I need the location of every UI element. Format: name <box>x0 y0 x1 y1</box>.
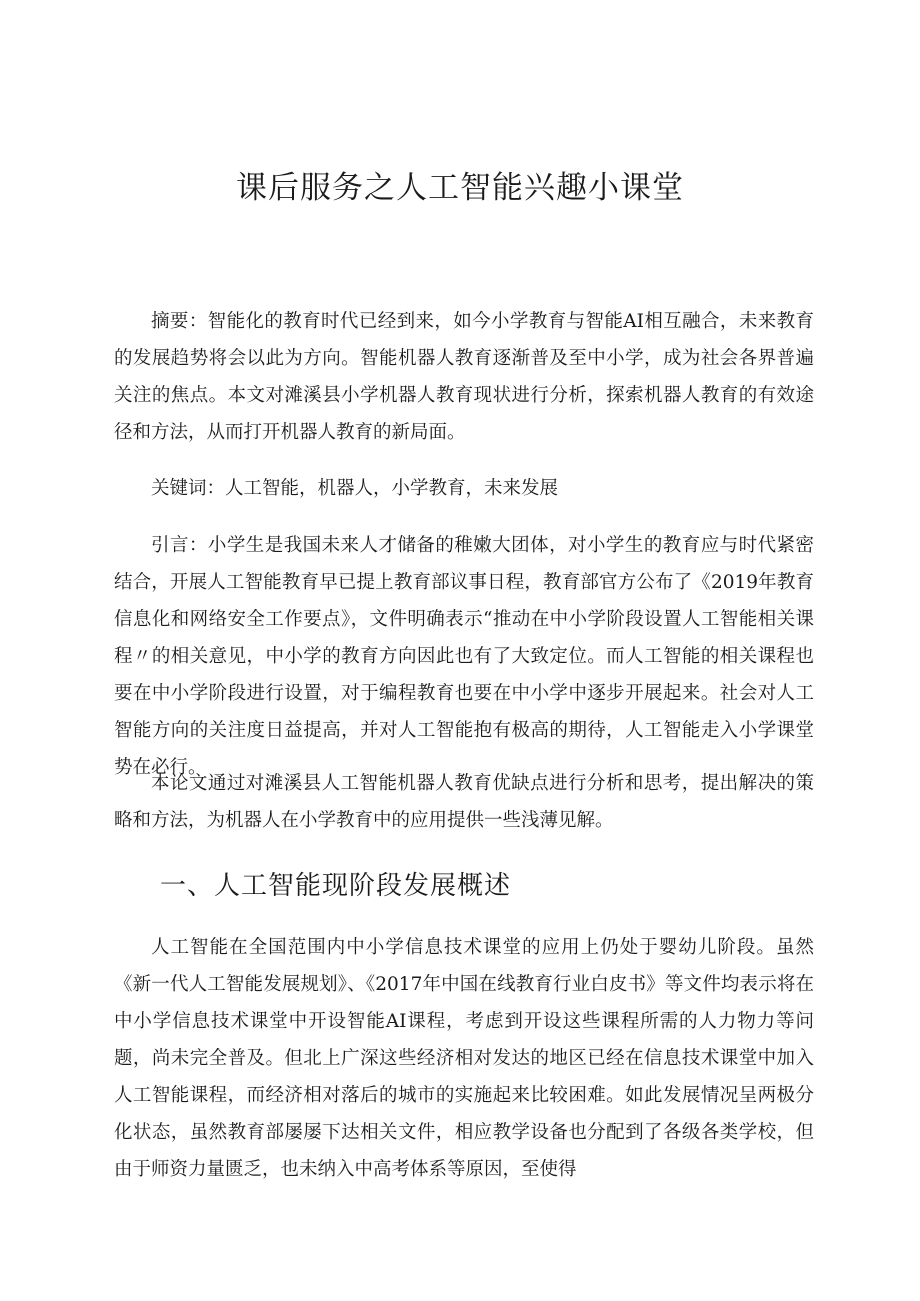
purpose-paragraph: 本论文通过对滩溪县人工智能机器人教育优缺点进行分析和思考，提出解决的策略和方法，为机器人在小学教育中的应用提供一些浅薄见解。 <box>114 773 814 831</box>
abstract-paragraph: 摘要：智能化的教育时代已经到来，如今小学教育与智能AI相互融合，未来教育的发展趋势将会以此为方向。智能机器人教育逐渐普及至中小学，成为社会各界普遍关注的焦点。本文对滩溪县小学机器人教育现状进行分析，探索机器人教育的有效途径和方法，从而打开机器人教育的新局面。 <box>114 311 814 443</box>
keywords-paragraph: 关键词：人工智能，机器人，小学教育，未来发展 <box>151 478 559 499</box>
section-paragraph: 人工智能在全国范围内中小学信息技术课堂的应用上仍处于婴幼儿阶段。虽然《新一代人工智能发展规划》、《2017年中国在线教育行业白皮书》等文件均表示将在中小学信息技术课堂中开设智能AI课程，考虑到开设这些课程所需的人力物力等问题，尚未完全普及。但北上广深这些经济相对发达的地区已经在信息技术课堂中加入人工智能课程，而经济相对落后的城市的实施起来比较困难。如此发展情况呈两极分化状态，虽然教育部屡屡下达相关文件，相应教学设备也分配到了各级各类学校，但由于师资力量匮乏，也未纳入中高考体系等原因，至使得 <box>114 937 814 1180</box>
section-heading: 一、人工智能现阶段发展概述 <box>160 871 512 901</box>
document-title: 课后服务之人工智能兴趣小课堂 <box>236 170 684 206</box>
introduction-paragraph: 引言：小学生是我国未来人才储备的稚嫩大团体，对小学生的教育应与时代紧密结合，开展人工智能教育早已提上教育部议事日程，教育部官方公布了《2019年教育信息化和网络安全工作要点》，文件明确表示“推动在中小学阶段设置人工智能相关课程〃的相关意见，中小学的教育方向因此也有了大致定位。而人工智能的相关课程也要在中小学阶段进行设置，对于编程教育也要在中小学中逐步开展起来。社会对人工智能方向的关注度日益提高，并对人工智能抱有极高的期待，人工智能走入小学课堂势在必行。 <box>114 535 814 778</box>
